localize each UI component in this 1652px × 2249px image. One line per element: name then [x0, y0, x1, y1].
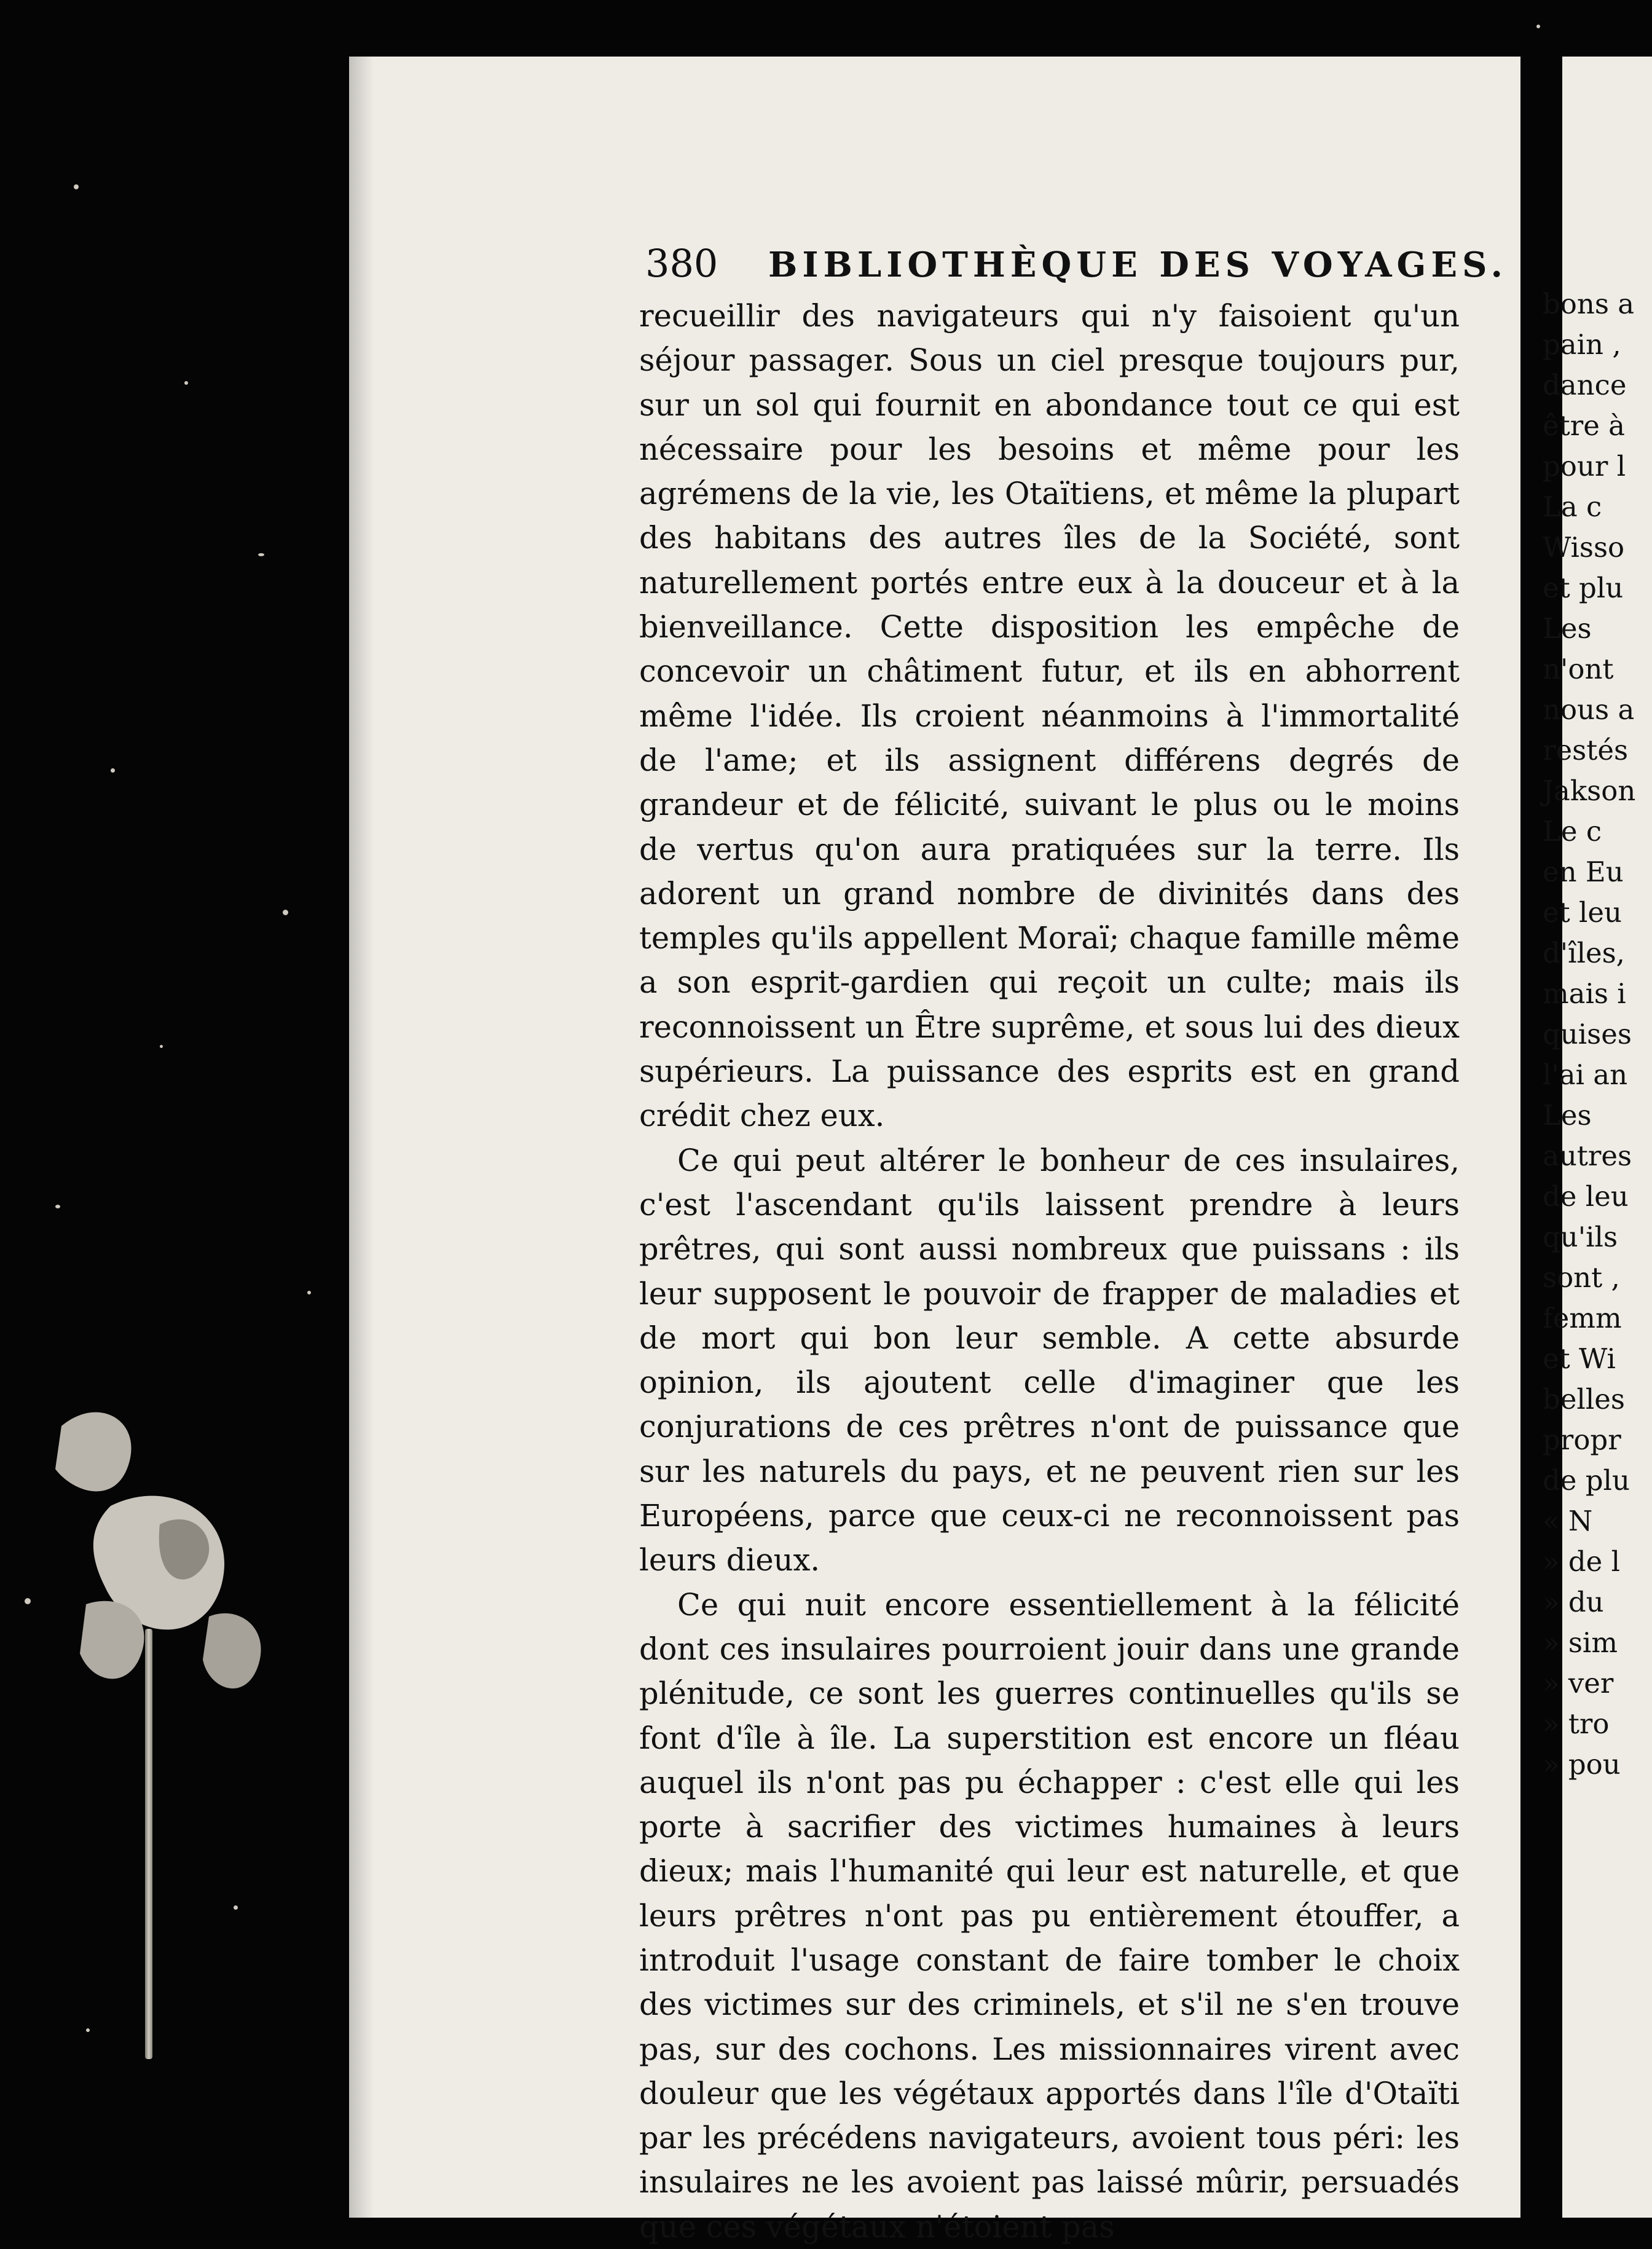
running-head [645, 241, 1508, 296]
right-line: n'ont [1543, 653, 1614, 685]
right-line: » de l [1543, 1545, 1620, 1578]
right-line: restés [1543, 734, 1629, 766]
right-line: mais i [1543, 977, 1626, 1010]
right-line: l'ai an [1543, 1058, 1628, 1091]
right-line: et leu [1543, 896, 1622, 929]
right-line: Les [1543, 1099, 1592, 1132]
right-line: et plu [1543, 572, 1624, 604]
flower-stem [145, 1629, 152, 2059]
right-line: » tro [1543, 1707, 1610, 1740]
pressed-flower-stain [37, 1383, 320, 1739]
right-line: sont , [1543, 1261, 1620, 1294]
right-line: et Wi [1543, 1342, 1616, 1375]
running-title: BIBLIOTHÈQUE DES VOYAGES. [768, 245, 1508, 285]
right-line: » ver [1543, 1667, 1614, 1700]
right-line: qu'ils [1543, 1221, 1618, 1253]
right-line: propr [1543, 1424, 1621, 1456]
right-line: dance [1543, 369, 1627, 401]
right-line: nous a [1543, 693, 1635, 726]
right-line: La c [1543, 490, 1602, 523]
right-line: pain , [1543, 328, 1621, 361]
right-line: pour l [1543, 450, 1626, 482]
paragraph: Ce qui peut altérer le bonheur de ces insulaires, c'est l'ascendant qu'ils laissent prendre à leurs prêtres, qui sont aussi nombreux que puissans : ils leur supposent le pouvoir de frapper de maladies et de mort qui bon leur semble. A cette absurde opinion, ils ajoutent celle d'imaginer que les conjurations de ces prêtres n'ont de puissance que sur les naturels du pays, et ne peuvent rien sur les Européens, parce que ceux-ci ne reconnoissent pas leurs dieux. [639, 1142, 1460, 1578]
right-line: femm [1543, 1302, 1622, 1334]
right-line: « N [1543, 1505, 1593, 1537]
right-line: Wisso [1543, 531, 1625, 564]
right-line: » sim [1543, 1626, 1618, 1659]
right-line: autres [1543, 1140, 1632, 1172]
paragraph: Ce qui nuit encore essentiellement à la félicité dont ces insulaires pourroient jouir dans une grande plénitude, ce sont les guerres continuelles qu'ils se font d'île à île. La superstition est encore un fléau auquel ils n'ont pas pu échapper : c'est elle qui les porte à sacrifier des victimes humaines à leurs dieux; mais l'humanité qui leur est naturelle, et que leurs prêtres n'ont pas pu entièrement étouffer, a introduit l'usage constant de faire tomber le choix des victimes sur des criminels, et s'il ne s'en trouve pas, sur des cochons. Les missionnaires virent avec douleur que les végétaux apportés dans l'île d'Otaïti par les précédens navigateurs, avoient tous péri: les insulaires ne les avoient pas laissé mûrir, persuadés que ces végétaux n'étoient pas [639, 1586, 1460, 2245]
right-line: » pou [1543, 1748, 1621, 1781]
right-line: de plu [1543, 1464, 1630, 1497]
right-line: être à [1543, 409, 1625, 442]
right-line: belles [1543, 1383, 1625, 1416]
paragraph: recueillir des navigateurs qui n'y faisoient qu'un séjour passager. Sous un ciel presque toujours pur, sur un sol qui fournit en abondance tout ce qui est nécessaire pour les besoins et même pour les agrémens de la vie, les Otaïtiens, et même la plupart des habitans des autres îles de la Société, sont naturellement portés entre eux à la douceur et à la bienveillance. Cette disposition les empêche de concevoir un châtiment futur, et ils en abhorrent même l'idée. Ils croient néanmoins à l'immortalité de l'ame; et ils assignent différens degrés de grandeur et de félicité, suivant le plus ou le moins de vertus qu'on aura pratiquées sur la terre. Ils adorent un grand nombre de divinités dans des temples qu'ils appellent Moraï; chaque famille même a son esprit-gardien qui reçoit un culte; mais ils reconnoissent un Être suprême, et sous lui des dieux supérieurs. La puissance des esprits est en grand crédit chez eux. [639, 298, 1460, 1134]
right-line: quises [1543, 1018, 1632, 1050]
right-line: Le c [1543, 815, 1602, 848]
page-number: 380 [645, 241, 718, 286]
right-line: de leu [1543, 1180, 1629, 1213]
right-line: Jakson [1543, 774, 1636, 807]
right-line: Les [1543, 612, 1592, 645]
right-line: en Eu [1543, 856, 1624, 888]
right-line: » du [1543, 1586, 1604, 1618]
right-page-text [1543, 284, 1652, 1785]
right-line: bons a [1543, 288, 1635, 320]
body-text [639, 294, 1460, 2249]
right-line: d'îles, [1543, 937, 1625, 969]
